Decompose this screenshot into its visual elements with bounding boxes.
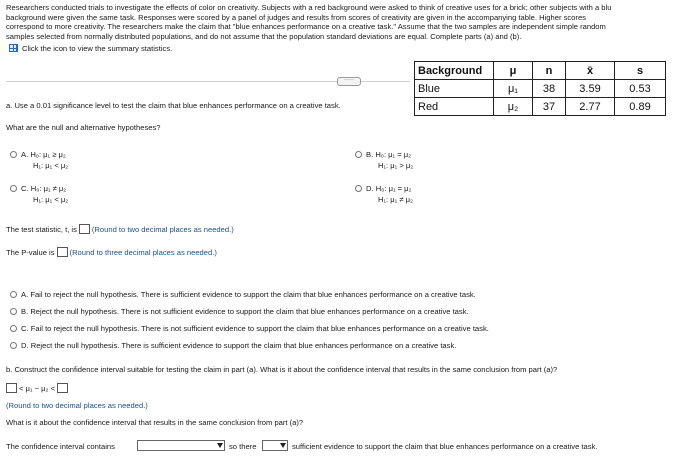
table-row	[415, 80, 666, 98]
ci-sentence-start: The confidence interval contains	[6, 442, 115, 451]
hypothesis-option-d[interactable]	[355, 183, 413, 205]
ci-contains-dropdown[interactable]	[137, 440, 225, 451]
test-statistic-row	[6, 224, 234, 234]
option-letter: A.	[21, 150, 29, 159]
option-letter: B.	[366, 150, 374, 159]
cell-sd: 0.53	[615, 80, 666, 98]
intro-line: background were given the same task. Responses were scored by a panel of judges and results from scores of creativity are given in the accompanying table. Higher scores	[6, 12, 586, 22]
conclusion-option-a[interactable]	[10, 290, 476, 299]
alt-hypothesis: H₁: μ₁ < μ₂	[33, 161, 69, 170]
radio-button[interactable]	[10, 291, 17, 298]
header-background: Background	[415, 62, 494, 80]
cell-background: Blue	[415, 80, 494, 98]
table-header-row	[415, 62, 666, 80]
test-statistic-input[interactable]	[79, 224, 90, 234]
option-text: Fail to reject the null hypothesis. There is sufficient evidence to support the claim that blue enhances performance on a creative task.	[30, 290, 476, 299]
chevron-down-icon[interactable]	[280, 443, 286, 448]
alt-hypothesis: H₁: μ₁ < μ₂	[33, 195, 69, 204]
cell-n: 38	[533, 80, 566, 98]
radio-button[interactable]	[10, 325, 17, 332]
cell-background: Red	[415, 98, 494, 116]
option-letter: B.	[21, 307, 29, 316]
alt-hypothesis: H₁: μ₁ ≠ μ₂	[378, 195, 413, 204]
ci-upper-input[interactable]	[57, 383, 68, 393]
table-row	[415, 98, 666, 116]
ci-middle-text: < μ₁ − μ₂ <	[19, 384, 56, 393]
hypothesis-option-a[interactable]	[10, 149, 68, 171]
radio-button[interactable]	[355, 151, 362, 158]
expand-button[interactable]: ·····	[337, 77, 361, 86]
hypothesis-option-c[interactable]	[10, 183, 68, 205]
cell-mean: 2.77	[566, 98, 615, 116]
header-mean: x̄	[566, 62, 615, 80]
problem-intro	[6, 3, 700, 41]
null-hypothesis: H₀: μ₁ ≥ μ₂	[30, 150, 66, 159]
part-a-prompt: a. Use a 0.01 significance level to test the claim that blue enhances performance on a creative task.	[6, 101, 341, 110]
intro-line: Researchers conducted trials to investigate the effects of color on creativity. Subjects with a red background were asked to think of creative uses for a brick; other subjects with a blu	[6, 3, 612, 12]
null-hypothesis: H₀: μ₁ = μ₂	[375, 184, 412, 193]
rounding-note: (Round to three decimal places as needed.)	[69, 248, 217, 257]
alt-hypothesis: H₁: μ₁ > μ₂	[378, 161, 414, 170]
cell-n: 37	[533, 98, 566, 116]
radio-button[interactable]	[10, 151, 17, 158]
rounding-note: (Round to two decimal places as needed.)	[91, 225, 234, 234]
header-n: n	[533, 62, 566, 80]
hypotheses-question: What are the null and alternative hypotheses?	[6, 123, 161, 132]
conclusion-option-c[interactable]	[10, 324, 489, 333]
ci-sentence-mid: so there	[229, 442, 257, 451]
cell-sd: 0.89	[615, 98, 666, 116]
rounding-note: (Round to two decimal places as needed.)	[6, 401, 148, 410]
table-icon[interactable]	[9, 44, 18, 52]
cell-mean: 3.59	[566, 80, 615, 98]
cell-mu: μ₂	[494, 98, 533, 116]
ci-lower-input[interactable]	[6, 383, 17, 393]
radio-button[interactable]	[10, 342, 17, 349]
summary-stats-link-label: Click the icon to view the summary statistics.	[22, 44, 173, 53]
header-mu: μ	[494, 62, 533, 80]
cell-mu: μ₁	[494, 80, 533, 98]
p-value-input[interactable]	[57, 247, 68, 257]
option-letter: A.	[21, 290, 29, 299]
confidence-interval-row	[6, 383, 70, 393]
option-letter: C.	[21, 184, 29, 193]
option-letter: D.	[21, 341, 29, 350]
chevron-down-icon[interactable]	[217, 443, 223, 448]
hypothesis-option-b[interactable]	[355, 149, 413, 171]
option-text: Fail to reject the null hypothesis. There is not sufficient evidence to support the claim that blue enhances performance on a creative task.	[30, 324, 489, 333]
header-sd: s	[615, 62, 666, 80]
ci-question: What is it about the confidence interval that results in the same conclusion from part (a)?	[6, 418, 304, 427]
test-statistic-label: The test statistic, t, is	[6, 225, 77, 234]
option-text: Reject the null hypothesis. There is not sufficient evidence to support the claim that blue enhances performance on a creative task.	[30, 307, 469, 316]
evidence-dropdown[interactable]	[262, 440, 288, 451]
radio-button[interactable]	[355, 185, 362, 192]
part-b-prompt: b. Construct the confidence interval suitable for testing the claim in part (a). What is it about the confidence interval that results in the same conclusion from part (a)?	[6, 365, 558, 374]
option-text: Reject the null hypothesis. There is sufficient evidence to support the claim that blue enhances performance on a creative task.	[30, 341, 457, 350]
null-hypothesis: H₀: μ₁ = μ₂	[375, 150, 412, 159]
summary-stats-table	[414, 61, 666, 116]
p-value-label: The P-value is	[6, 248, 55, 257]
option-letter: D.	[366, 184, 374, 193]
option-letter: C.	[21, 324, 29, 333]
intro-line: correspond to more creativity. The researchers make the claim that "blue enhances performance on a creative task." Assume that the two samples are independent simple random	[6, 22, 606, 32]
radio-button[interactable]	[10, 185, 17, 192]
p-value-row	[6, 247, 217, 257]
ci-sentence-end: sufficient evidence to support the claim that blue enhances performance on a creative task.	[292, 442, 598, 451]
null-hypothesis: H₀: μ₁ ≠ μ₂	[30, 184, 67, 193]
intro-line: samples selected from normally distributed populations, and do not assume that the population standard deviations are equal. Complete parts (a) and (b).	[6, 31, 522, 41]
conclusion-option-d[interactable]	[10, 341, 456, 350]
summary-stats-link[interactable]	[9, 44, 172, 53]
conclusion-option-b[interactable]	[10, 307, 469, 316]
radio-button[interactable]	[10, 308, 17, 315]
